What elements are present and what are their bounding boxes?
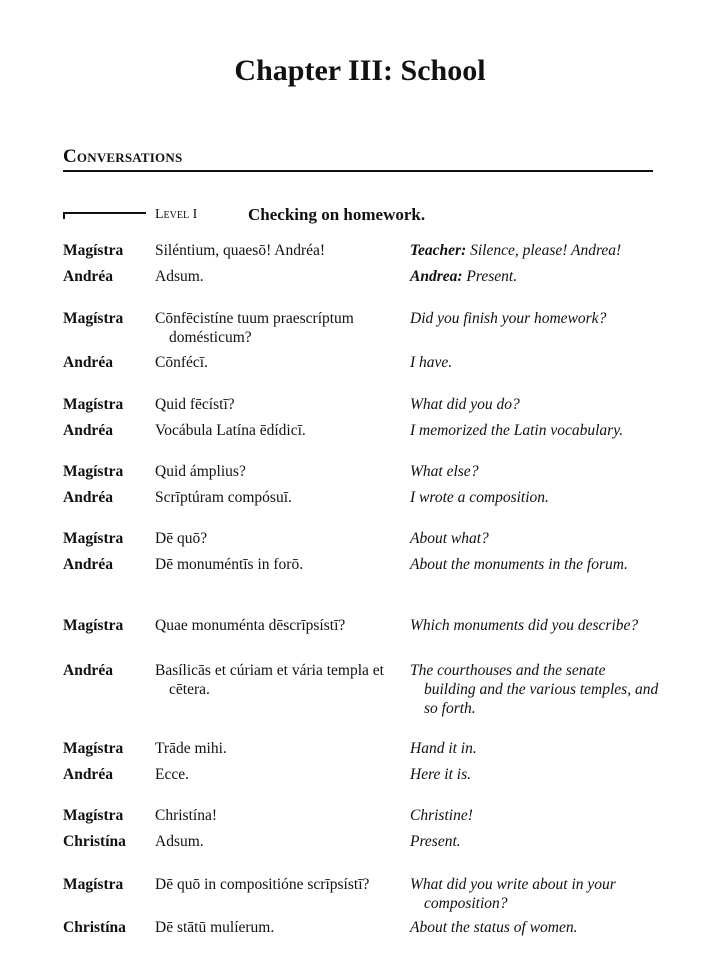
latin-text: Cōnfécī. bbox=[155, 354, 208, 371]
english-text: Present. bbox=[410, 833, 461, 850]
speaker-name: Christína bbox=[63, 833, 126, 850]
level-title: Checking on homework. bbox=[248, 205, 426, 224]
english-line bbox=[410, 875, 660, 913]
latin-line bbox=[155, 462, 401, 481]
english-speaker: Teacher: bbox=[410, 242, 467, 259]
english-text: What did you do? bbox=[410, 396, 520, 413]
latin-line bbox=[155, 806, 401, 825]
english-line bbox=[410, 462, 660, 481]
speaker-name: Andréa bbox=[63, 489, 113, 506]
english-speaker: Andrea: bbox=[410, 268, 463, 285]
latin-text: Dē stātū mulíerum. bbox=[155, 919, 275, 936]
english-text: About what? bbox=[410, 530, 489, 547]
latin-text: Scrīptúram compósuī. bbox=[155, 489, 292, 506]
latin-text: Ecce. bbox=[155, 766, 189, 783]
english-line bbox=[410, 529, 660, 548]
latin-line bbox=[155, 832, 401, 851]
latin-text: Quid fēcístī? bbox=[155, 396, 235, 413]
level-label: Level I bbox=[155, 207, 198, 222]
latin-line bbox=[155, 918, 401, 937]
english-text: The courthouses and the senate building and the various temples, and so forth. bbox=[410, 662, 659, 717]
english-line bbox=[410, 241, 660, 260]
english-text: I memorized the Latin vocabulary. bbox=[410, 422, 624, 439]
english-line bbox=[410, 395, 660, 414]
level-header bbox=[63, 204, 653, 226]
latin-line bbox=[155, 267, 401, 286]
latin-text: Adsum. bbox=[155, 268, 204, 285]
english-line bbox=[410, 832, 660, 851]
latin-line bbox=[155, 555, 401, 574]
speaker-name: Magístra bbox=[63, 740, 124, 757]
speaker-name: Andréa bbox=[63, 422, 113, 439]
english-text: What else? bbox=[410, 463, 479, 480]
english-line bbox=[410, 267, 660, 286]
english-text: About the monuments in the forum. bbox=[410, 556, 628, 573]
latin-text: Quae monuménta dēscrīpsístī? bbox=[155, 617, 346, 634]
english-text: What did you write about in your composition? bbox=[410, 876, 616, 912]
english-line bbox=[410, 309, 660, 328]
english-line bbox=[410, 765, 660, 784]
latin-text: Dē monuméntīs in forō. bbox=[155, 556, 304, 573]
english-line bbox=[410, 739, 660, 758]
latin-text: Dē quō in compositióne scrīpsístī? bbox=[155, 876, 370, 893]
english-line bbox=[410, 918, 660, 937]
english-line bbox=[410, 661, 660, 718]
english-text: I wrote a composition. bbox=[410, 489, 549, 506]
speaker-name: Andréa bbox=[63, 662, 113, 679]
latin-text: Adsum. bbox=[155, 833, 204, 850]
latin-text: Christína! bbox=[155, 807, 217, 824]
section-rule bbox=[63, 170, 653, 172]
section-title: Conversations bbox=[63, 146, 188, 168]
english-line bbox=[410, 421, 660, 440]
english-text: Christine! bbox=[410, 807, 473, 824]
english-text: I have. bbox=[410, 354, 453, 371]
speaker-name: Magístra bbox=[63, 807, 124, 824]
latin-line bbox=[155, 421, 401, 440]
latin-line bbox=[155, 488, 401, 507]
speaker-name: Magístra bbox=[63, 617, 124, 634]
english-line bbox=[410, 488, 660, 507]
english-text: Silence, please! Andrea! bbox=[470, 242, 622, 259]
latin-text: Vocábula Latína ēdídicī. bbox=[155, 422, 306, 439]
speaker-name: Magístra bbox=[63, 876, 124, 893]
english-text: Present. bbox=[466, 268, 518, 285]
latin-line bbox=[155, 875, 401, 894]
latin-text: Trāde mihi. bbox=[155, 740, 227, 757]
english-text: Here it is. bbox=[410, 766, 471, 783]
english-text: Which monuments did you describe? bbox=[410, 617, 639, 634]
latin-text: Siléntium, quaesō! Andréa! bbox=[155, 242, 326, 259]
english-line bbox=[410, 806, 660, 825]
latin-text: Cōnfēcistíne tuum praescríptum domésticum? bbox=[155, 310, 354, 346]
english-text: Did you finish your homework? bbox=[410, 310, 607, 327]
latin-line bbox=[155, 395, 401, 414]
speaker-name: Andréa bbox=[63, 268, 113, 285]
page-title: Chapter III: School bbox=[234, 54, 486, 87]
latin-line bbox=[155, 529, 401, 548]
speaker-name: Christína bbox=[63, 919, 126, 936]
english-text: About the status of women. bbox=[410, 919, 578, 936]
speaker-name: Magístra bbox=[63, 396, 124, 413]
latin-text: Quid ámplius? bbox=[155, 463, 246, 480]
level-rule bbox=[63, 212, 146, 219]
speaker-name: Andréa bbox=[63, 766, 113, 783]
english-line bbox=[410, 353, 660, 372]
english-line bbox=[410, 555, 660, 574]
latin-text: Basílicās et cúriam et vária templa et cētera. bbox=[155, 662, 384, 698]
english-text: Hand it in. bbox=[410, 740, 477, 757]
latin-line bbox=[155, 739, 401, 758]
latin-line bbox=[155, 661, 401, 699]
speaker-name: Andréa bbox=[63, 556, 113, 573]
speaker-name: Andréa bbox=[63, 354, 113, 371]
speaker-name: Magístra bbox=[63, 242, 124, 259]
speaker-name: Magístra bbox=[63, 463, 124, 480]
speaker-name: Magístra bbox=[63, 530, 124, 547]
latin-line bbox=[155, 309, 401, 347]
latin-line bbox=[155, 616, 401, 635]
english-line bbox=[410, 616, 660, 635]
section-header bbox=[63, 146, 653, 174]
latin-text: Dē quō? bbox=[155, 530, 208, 547]
latin-line bbox=[155, 765, 401, 784]
speaker-name: Magístra bbox=[63, 310, 124, 327]
latin-line bbox=[155, 241, 401, 260]
latin-line bbox=[155, 353, 401, 372]
